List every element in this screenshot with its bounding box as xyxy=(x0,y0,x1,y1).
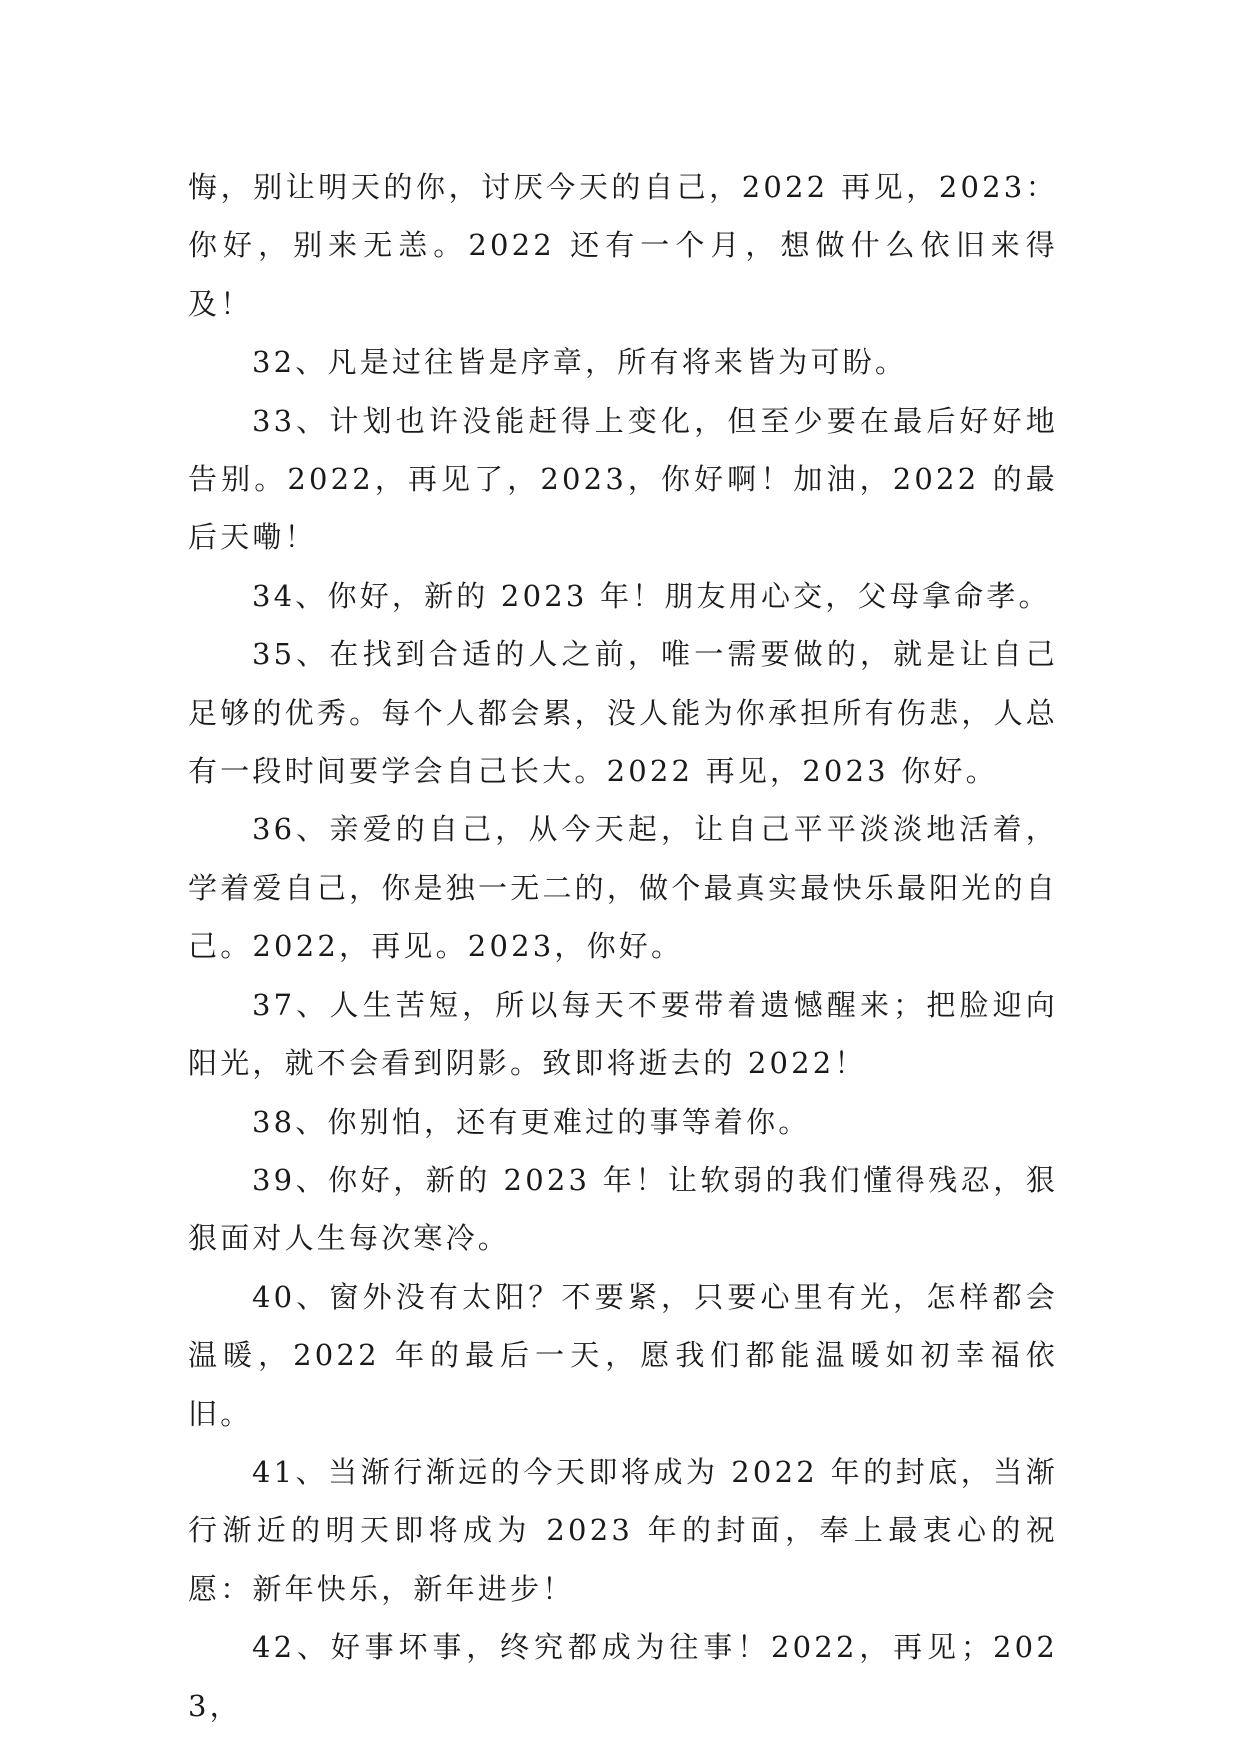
paragraph-39: 39、你好，新的 2023 年！让软弱的我们懂得残忍，狠狠面对人生每次寒冷。 xyxy=(188,1162,1058,1256)
paragraph-33: 33、计划也许没能赶得上变化，但至少要在最后好好地告别。2022，再见了，2023，你好啊！加油，2022 的最后天嘞！ xyxy=(188,403,1058,555)
paragraph-36: 36、亲爱的自己，从今天起，让自己平平淡淡地活着，学着爱自己，你是独一无二的，做个最真实最快乐最阳光的自己。2022，再见。2023，你好。 xyxy=(188,812,1058,964)
paragraph-37: 37、人生苦短，所以每天不要带着遗憾醒来；把脸迎向阳光，就不会看到阴影。致即将逝去的 2022！ xyxy=(188,987,1058,1081)
paragraph-32: 32、凡是过往皆是序章，所有将来皆为可盼。 xyxy=(252,345,908,380)
paragraph-41: 41、当渐行渐远的今天即将成为 2022 年的封底，当渐行渐近的明天即将成为 2023 年的封面，奉上最衷心的祝愿：新年快乐，新年进步！ xyxy=(188,1454,1058,1606)
document-body xyxy=(188,158,1058,1735)
paragraph-42: 42、好事坏事，终究都成为往事！2022，再见；2023， xyxy=(188,1630,1058,1723)
paragraph-38: 38、你别怕，还有更难过的事等着你。 xyxy=(252,1104,811,1139)
paragraph-34: 34、你好，新的 2023 年！朋友用心交，父母拿命孝。 xyxy=(252,578,1051,613)
paragraph-continued: 悔，别让明天的你，讨厌今天的自己，2022 再见，2023：你好，别来无恙。2022 还有一个月，想做什么依旧来得及！ xyxy=(188,170,1058,321)
paragraph-40: 40、窗外没有太阳？不要紧，只要心里有光，怎样都会温暖，2022 年的最后一天，愿我们都能温暖如初幸福依旧。 xyxy=(188,1279,1058,1431)
paragraph-35: 35、在找到合适的人之前，唯一需要做的，就是让自己足够的优秀。每个人都会累，没人能为你承担所有伤悲，人总有一段时间要学会自己长大。2022 再见，2023 你好。 xyxy=(188,637,1058,789)
